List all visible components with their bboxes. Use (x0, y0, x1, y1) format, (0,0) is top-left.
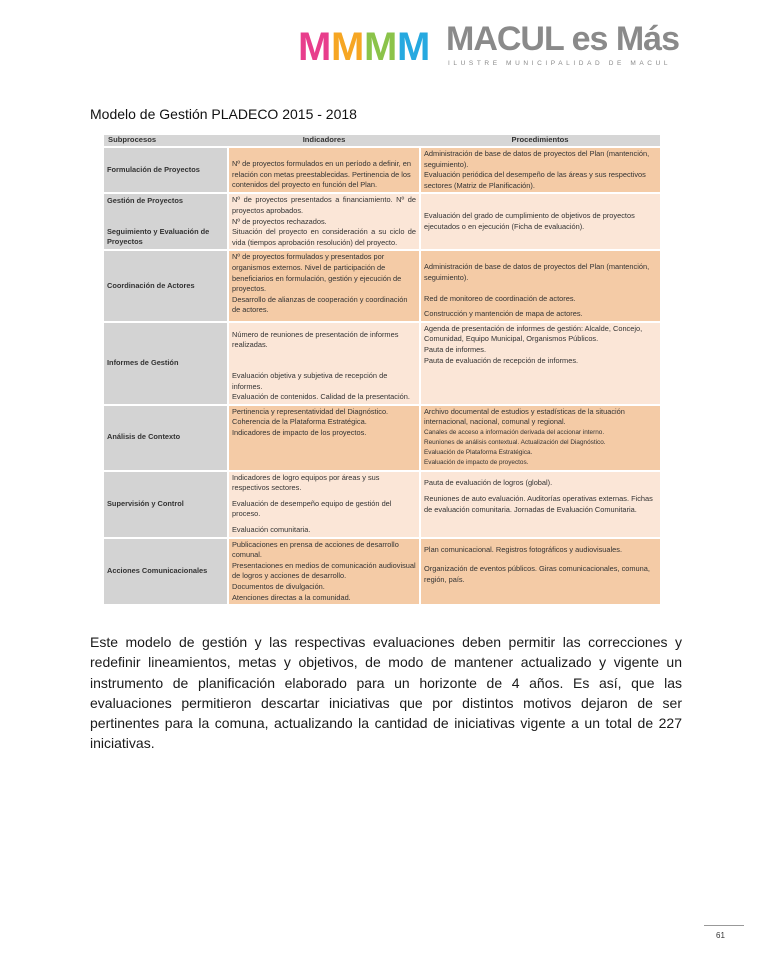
indicadores-cell: Nº de proyectos formulados en un período a definir, en relación con metas preestablecidas. Pertinencia de los contenidos del proyecto en función del Plan. (228, 147, 420, 193)
header-indicadores: Indicadores (228, 135, 420, 147)
table-row (104, 193, 660, 250)
svg-text:M: M (397, 26, 431, 62)
table-row (104, 322, 660, 405)
table-row (104, 147, 660, 193)
header-subprocesos: Subprocesos (104, 135, 228, 147)
indicadores-cell: Nº de proyectos formulados y presentados por organismos externos. Nivel de participación de beneficiarios en formulación, gestión y ejecución de proyectos. Desarrollo de alianzas de cooperación y coordinación de actores. (228, 250, 420, 321)
procedimientos-cell: Administración de base de datos de proyectos del Plan (mantención, seguimiento). Evaluación periódica del desempeño de las áreas y sus respectivos sectores (Matriz de Planificación). (420, 147, 660, 193)
management-model-table (104, 135, 660, 606)
subproceso-cell: Gestión de Proyectos Seguimiento y Evaluación de Proyectos (104, 193, 228, 250)
logo-text: MACUL es Más (446, 20, 679, 58)
procedimientos-cell: Pauta de evaluación de logros (global). Reuniones de auto evaluación. Auditorías operativas externas. Fichas de evaluación comunitaria. Jornadas de Evaluación Comunitaria. (420, 471, 660, 538)
subproceso-cell: Supervisión y Control (104, 471, 228, 538)
header-procedimientos: Procedimientos (420, 135, 660, 147)
table-row (104, 250, 660, 321)
footer-divider (704, 925, 744, 926)
subproceso-cell: Análisis de Contexto (104, 405, 228, 471)
procedimientos-cell: Evaluación del grado de cumplimiento de objetivos de proyectos ejecutados o en ejecución (Ficha de evaluación). (420, 193, 660, 250)
indicadores-cell: Indicadores de logro equipos por áreas y sus respectivos sectores. Evaluación de desempeño equipo de gestión del proceso. Evaluación comunitaria. (228, 471, 420, 538)
indicadores-cell: Pertinencia y representatividad del Diagnóstico. Coherencia de la Plataforma Estratégica. Indicadores de impacto de los proyectos. (228, 405, 420, 471)
procedimientos-cell: Plan comunicacional. Registros fotográficos y audiovisuales. Organización de eventos públicos. Giras comunicacionales, comuna, región, país. (420, 538, 660, 606)
table-row (104, 405, 660, 471)
svg-text:M: M (331, 26, 365, 62)
mmmm-logo-icon (298, 26, 438, 62)
indicadores-cell: Número de reuniones de presentación de informes realizadas. Evaluación objetiva y subjetiva de recepción de informes. Evaluación de contenidos. Calidad de la presentación. (228, 322, 420, 405)
table-header-row (104, 135, 660, 147)
subproceso-cell: Formulación de Proyectos (104, 147, 228, 193)
section-title: Modelo de Gestión PLADECO 2015 - 2018 (90, 106, 357, 122)
procedimientos-cell: Agenda de presentación de informes de gestión: Alcalde, Concejo, Comunidad, Equipo Municipal, Organismos Públicos. Pauta de informes. Pauta de evaluación de recepción de informes. (420, 322, 660, 405)
subproceso-cell: Acciones Comunicacionales (104, 538, 228, 606)
svg-text:M: M (298, 26, 332, 62)
procedimientos-cell: Archivo documental de estudios y estadísticas de la situación internacional, nacional, comunal y regional. Canales de acceso a información derivada del accionar interno. Reuniones de análisis contextual. Actualización del Diagnóstico. Evaluación de Plataforma Estratégica. Evaluación de impacto de proyectos. (420, 405, 660, 471)
subproceso-cell: Informes de Gestión (104, 322, 228, 405)
svg-text:M: M (364, 26, 398, 62)
subproceso-cell: Coordinación de Actores (104, 250, 228, 321)
logo-subtitle: ILUSTRE MUNICIPALIDAD DE MACUL (448, 60, 672, 67)
indicadores-cell: Nº de proyectos presentados a financiamiento. Nº de proyectos aprobados. Nº de proyectos rechazados. Situación del proyecto en consideración a su ciclo de vida (tiempos aprobación resolución) del proyecto. (228, 193, 420, 250)
procedimientos-cell: Administración de base de datos de proyectos del Plan (mantención, seguimiento). Red de monitoreo de coordinación de actores. Construcción y mantención de mapa de actores. (420, 250, 660, 321)
table-row (104, 538, 660, 606)
body-paragraph: Este modelo de gestión y las respectivas evaluaciones deben permitir las correcciones y redefinir lineamientos, metas y objetivos, de modo de mantener actualizado y vigente un instrumento de planificación elaborado para un horizonte de 4 años. Es así, que las evaluaciones permitieron descartar iniciativas que por distintos motivos dejaron de ser pertinentes para la comuna, actualizando la cantidad de iniciativas vigente a un total de 227 iniciativas. (90, 634, 682, 752)
table-row (104, 471, 660, 538)
indicadores-cell: Publicaciones en prensa de acciones de desarrollo comunal. Presentaciones en medios de comunicación audiovisual de logros y acciones de desarrollo. Documentos de divulgación. Atenciones directas a la comunidad. (228, 538, 420, 606)
page-number: 61 (716, 931, 725, 940)
municipal-logo (298, 22, 678, 68)
